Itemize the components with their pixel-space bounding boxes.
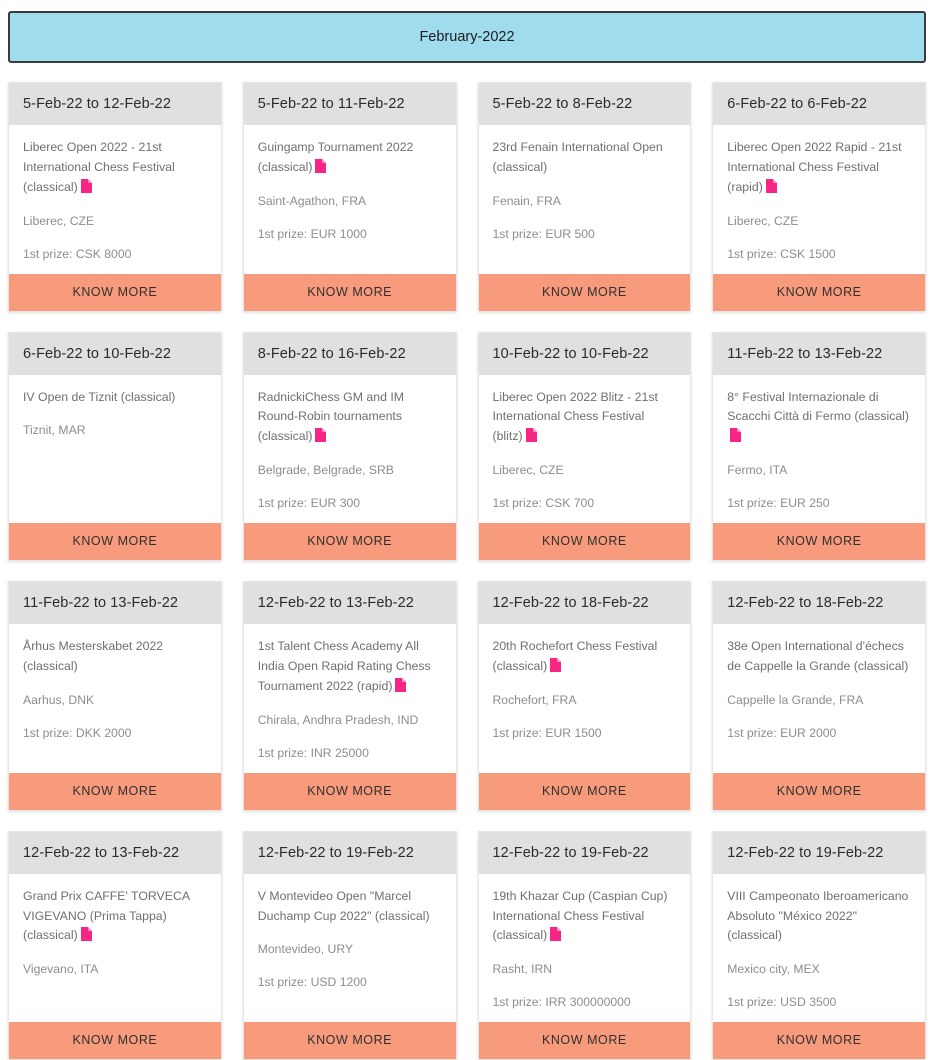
tournament-details — [479, 375, 691, 524]
know-more-button[interactable]: KNOW MORE — [713, 523, 925, 560]
tournament-prize: 1st prize: IRR 300000000 — [492, 995, 631, 1010]
tournament-details — [244, 624, 456, 773]
tournament-dates: 6-Feb-22 to 6-Feb-22 — [713, 83, 925, 125]
know-more-button[interactable]: KNOW MORE — [9, 523, 221, 560]
know-more-button[interactable]: KNOW MORE — [479, 773, 691, 810]
tournament-name-text: 19th Khazar Cup (Caspian Cup) International Chess Festival (classical) — [492, 888, 668, 943]
tournament-dates: 10-Feb-22 to 10-Feb-22 — [479, 333, 691, 375]
know-more-button[interactable]: KNOW MORE — [9, 274, 221, 311]
tournament-name-text: 20th Rochefort Chess Festival (classical) — [492, 639, 658, 673]
tournament-name — [23, 388, 207, 408]
tournament-card — [478, 332, 692, 562]
tournament-card — [243, 831, 457, 1060]
document-icon[interactable] — [730, 428, 741, 442]
tournament-card-grid — [8, 82, 926, 1060]
tournament-name-text: V Montevideo Open "Marcel Duchamp Cup 2022" (classical) — [257, 888, 430, 923]
tournament-location: Aarhus, DNK — [23, 692, 95, 707]
tournament-dates: 12-Feb-22 to 18-Feb-22 — [479, 582, 691, 624]
tournament-name-text: Århus Mesterskabet 2022 (classical) — [23, 639, 164, 673]
tournament-location: Vigevano, ITA — [23, 962, 99, 977]
tournament-dates: 12-Feb-22 to 13-Feb-22 — [244, 582, 456, 624]
tournament-location: Fenain, FRA — [492, 193, 561, 208]
tournament-name-text: Guingamp Tournament 2022 (classical) — [257, 140, 414, 174]
tournament-prize: 1st prize: USD 3500 — [727, 995, 837, 1010]
tournament-dates: 12-Feb-22 to 13-Feb-22 — [9, 832, 221, 874]
tournament-prize: 1st prize: EUR 1500 — [492, 725, 602, 740]
tournament-name — [493, 138, 677, 178]
tournament-dates: 5-Feb-22 to 11-Feb-22 — [244, 83, 456, 125]
know-more-button[interactable]: KNOW MORE — [713, 773, 925, 810]
know-more-button[interactable]: KNOW MORE — [479, 523, 691, 560]
tournament-card — [712, 581, 926, 811]
tournament-card — [8, 82, 222, 312]
tournament-name — [258, 138, 442, 178]
tournament-card — [478, 581, 692, 811]
tournament-details — [713, 125, 925, 274]
know-more-button[interactable]: KNOW MORE — [9, 773, 221, 810]
tournament-location: Liberec, CZE — [23, 213, 95, 228]
tournament-location: Montevideo, URY — [257, 942, 354, 957]
tournament-card — [8, 581, 222, 811]
tournament-card — [243, 581, 457, 811]
tournament-name — [23, 138, 207, 198]
tournament-name — [493, 637, 677, 677]
tournament-name-text: Liberec Open 2022 Blitz - 21st International Chess Festival (blitz) — [492, 389, 658, 444]
tournament-dates: 12-Feb-22 to 18-Feb-22 — [713, 582, 925, 624]
know-more-button[interactable]: KNOW MORE — [9, 1022, 221, 1059]
know-more-button[interactable]: KNOW MORE — [713, 1022, 925, 1059]
tournament-name-text: 1st Talent Chess Academy All India Open Rapid Rating Chess Tournament 2022 (rapid) — [257, 639, 431, 693]
tournament-details — [9, 624, 221, 773]
document-icon[interactable] — [81, 927, 92, 941]
tournament-location: Fermo, ITA — [727, 463, 788, 478]
month-banner — [8, 11, 926, 63]
tournament-card — [243, 332, 457, 562]
tournament-card — [478, 831, 692, 1060]
tournament-card — [712, 82, 926, 312]
tournament-dates: 5-Feb-22 to 8-Feb-22 — [479, 83, 691, 125]
tournament-dates: 8-Feb-22 to 16-Feb-22 — [244, 333, 456, 375]
document-icon[interactable] — [395, 678, 406, 692]
tournament-location: Liberec, CZE — [727, 213, 799, 228]
tournament-name — [23, 637, 207, 677]
tournament-details — [9, 375, 221, 524]
tournament-prize: 1st prize: DKK 2000 — [23, 725, 132, 740]
tournament-location: Cappelle la Grande, FRA — [727, 692, 864, 707]
tournament-name — [727, 637, 911, 677]
document-icon[interactable] — [315, 428, 326, 442]
tournament-dates: 5-Feb-22 to 12-Feb-22 — [9, 83, 221, 125]
tournament-details — [244, 375, 456, 524]
tournament-card — [8, 332, 222, 562]
tournament-prize: 1st prize: USD 1200 — [257, 975, 367, 990]
know-more-button[interactable]: KNOW MORE — [244, 523, 456, 560]
tournament-name — [258, 637, 442, 697]
tournament-card — [8, 831, 222, 1060]
tournament-location: Tiznit, MAR — [23, 423, 86, 438]
tournament-prize: 1st prize: EUR 500 — [492, 226, 595, 241]
tournament-name-text: VIII Campeonato Iberoamericano Absoluto "México 2022" (classical) — [727, 888, 909, 943]
tournament-card — [243, 82, 457, 312]
tournament-name — [727, 887, 911, 947]
tournament-dates: 11-Feb-22 to 13-Feb-22 — [713, 333, 925, 375]
tournament-details — [479, 125, 691, 274]
tournament-location: Belgrade, Belgrade, SRB — [257, 463, 394, 478]
document-icon[interactable] — [766, 179, 777, 193]
tournament-name-text: Liberec Open 2022 Rapid - 21st International Chess Festival (rapid) — [727, 140, 902, 194]
tournament-name — [727, 388, 911, 448]
tournament-details — [713, 624, 925, 773]
tournament-dates: 11-Feb-22 to 13-Feb-22 — [9, 582, 221, 624]
tournament-details — [244, 125, 456, 274]
know-more-button[interactable]: KNOW MORE — [713, 274, 925, 311]
tournament-name-text: 8° Festival Internazionale di Scacchi Città di Fermo (classical) — [727, 389, 910, 424]
tournament-name-text: Liberec Open 2022 - 21st International Chess Festival (classical) — [23, 140, 175, 194]
tournament-details — [9, 125, 221, 274]
tournament-name — [727, 138, 911, 198]
tournament-prize: 1st prize: EUR 1000 — [257, 226, 367, 241]
know-more-button[interactable]: KNOW MORE — [244, 1022, 456, 1059]
tournament-location: Liberec, CZE — [492, 463, 564, 478]
tournament-details — [479, 624, 691, 773]
tournament-name — [493, 887, 677, 947]
tournament-name — [493, 388, 677, 448]
month-label: February-2022 — [419, 29, 515, 45]
tournament-name-text: IV Open de Tiznit (classical) — [23, 389, 176, 404]
tournament-name — [258, 388, 442, 448]
tournament-prize: 1st prize: CSK 700 — [492, 496, 595, 511]
know-more-button[interactable]: KNOW MORE — [479, 1022, 691, 1059]
tournament-dates: 12-Feb-22 to 19-Feb-22 — [713, 832, 925, 874]
tournament-name-text: 23rd Fenain International Open (classical) — [492, 140, 663, 174]
tournament-details — [713, 375, 925, 524]
know-more-button[interactable]: KNOW MORE — [479, 274, 691, 311]
tournament-location: Chirala, Andhra Pradesh, IND — [257, 712, 419, 727]
tournament-prize: 1st prize: INR 25000 — [257, 745, 369, 760]
tournament-prize: 1st prize: EUR 250 — [727, 496, 830, 511]
tournament-prize: 1st prize: CSK 8000 — [23, 246, 132, 261]
tournament-dates: 6-Feb-22 to 10-Feb-22 — [9, 333, 221, 375]
tournament-name-text: RadnickiChess GM and IM Round-Robin tournaments (classical) — [257, 389, 404, 444]
tournament-prize: 1st prize: EUR 300 — [257, 496, 361, 511]
tournament-prize: 1st prize: CSK 1500 — [727, 246, 836, 261]
document-icon[interactable] — [550, 658, 561, 672]
tournament-name — [23, 887, 207, 947]
tournament-location: Mexico city, MEX — [727, 962, 820, 977]
tournament-name-text: Grand Prix CAFFE' TORVECA VIGEVANO (Prima Tappa) (classical) — [23, 888, 190, 943]
document-icon[interactable] — [526, 428, 537, 442]
tournament-card — [478, 82, 692, 312]
tournament-location: Saint-Agathon, FRA — [257, 193, 367, 208]
tournament-name — [258, 887, 442, 927]
tournament-prize: 1st prize: EUR 2000 — [727, 725, 837, 740]
tournament-card — [712, 332, 926, 562]
tournament-name-text: 38e Open International d'échecs de Cappelle la Grande (classical) — [727, 639, 909, 673]
know-more-button[interactable]: KNOW MORE — [244, 773, 456, 810]
document-icon[interactable] — [81, 179, 92, 193]
tournament-dates: 12-Feb-22 to 19-Feb-22 — [244, 832, 456, 874]
tournament-location: Rochefort, FRA — [492, 692, 577, 707]
know-more-button[interactable]: KNOW MORE — [244, 274, 456, 311]
document-icon[interactable] — [550, 927, 561, 941]
tournament-location: Rasht, IRN — [492, 962, 553, 977]
tournament-dates: 12-Feb-22 to 19-Feb-22 — [479, 832, 691, 874]
tournament-card — [712, 831, 926, 1060]
document-icon[interactable] — [315, 159, 326, 173]
